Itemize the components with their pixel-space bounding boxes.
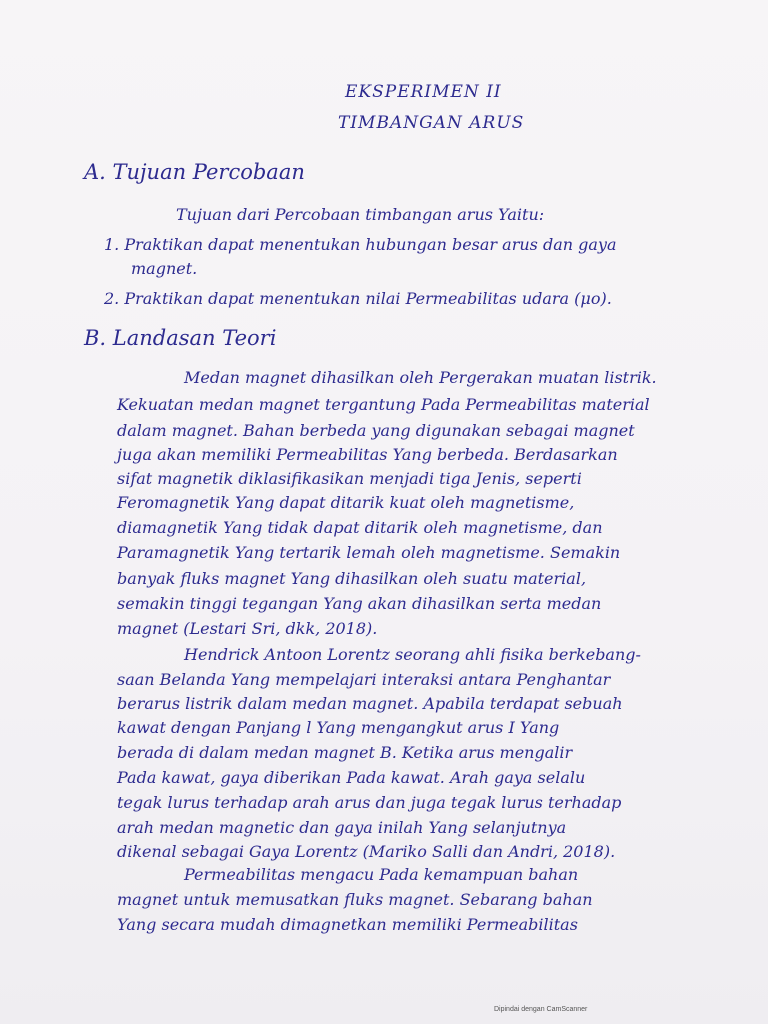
section-b-line: juga akan memiliki Permeabilitas Yang berbeda. Berdasarkan xyxy=(117,445,618,464)
section-b-line: tegak lurus terhadap arah arus dan juga tegak lurus terhadap xyxy=(117,793,622,812)
section-b-line: arah medan magnetic dan gaya inilah Yang selanjutnya xyxy=(117,818,567,837)
section-a-line: magnet. xyxy=(131,259,198,278)
section-b-line: kawat dengan Panjang l Yang mengangkut arus I Yang xyxy=(117,718,560,737)
section-b-line: dikenal sebagai Gaya Lorentz (Mariko Salli dan Andri, 2018). xyxy=(117,842,616,861)
section-b-line: berarus listrik dalam medan magnet. Apabila terdapat sebuah xyxy=(117,694,623,713)
section-b-line: Medan magnet dihasilkan oleh Pergerakan muatan listrik. xyxy=(184,368,657,387)
section-a-line: 1. Praktikan dapat menentukan hubungan besar arus dan gaya xyxy=(104,235,617,254)
scanner-watermark: Dipindai dengan CamScanner xyxy=(494,1006,588,1013)
document-subtitle: TIMBANGAN ARUS xyxy=(338,113,525,133)
section-b-line: magnet (Lestari Sri, dkk, 2018). xyxy=(117,619,378,638)
section-b-line: berada di dalam medan magnet B. Ketika arus mengalir xyxy=(117,743,573,762)
section-b-line: Yang secara mudah dimagnetkan memiliki Permeabilitas xyxy=(117,915,578,934)
section-b-line: semakin tinggi tegangan Yang akan dihasilkan serta medan xyxy=(117,594,602,613)
section-b-line: sifat magnetik diklasifikasikan menjadi tiga Jenis, seperti xyxy=(117,469,582,488)
section-b-line: Paramagnetik Yang tertarik lemah oleh magnetisme. Semakin xyxy=(117,543,621,562)
section-b-line: Hendrick Antoon Lorentz seorang ahli fisika berkebang- xyxy=(184,645,641,664)
section-b-line: saan Belanda Yang mempelajari interaksi antara Penghantar xyxy=(117,670,611,689)
section-a-heading: A. Tujuan Percobaan xyxy=(84,160,305,184)
section-b-line: magnet untuk memusatkan fluks magnet. Sebarang bahan xyxy=(117,890,593,909)
section-b-line: Pada kawat, gaya diberikan Pada kawat. Arah gaya selalu xyxy=(117,768,586,787)
section-b-line: Kekuatan medan magnet tergantung Pada Permeabilitas material xyxy=(117,395,650,414)
section-b-line: Permeabilitas mengacu Pada kemampuan bahan xyxy=(184,865,579,884)
document-title: EKSPERIMEN II xyxy=(345,82,502,102)
section-b-line: banyak fluks magnet Yang dihasilkan oleh suatu material, xyxy=(117,569,587,588)
section-b-line: diamagnetik Yang tidak dapat ditarik oleh magnetisme, dan xyxy=(117,518,603,537)
section-b-line: Feromagnetik Yang dapat ditarik kuat oleh magnetisme, xyxy=(117,493,575,512)
section-a-line: 2. Praktikan dapat menentukan nilai Permeabilitas udara (μo). xyxy=(104,289,612,308)
section-b-heading: B. Landasan Teori xyxy=(84,326,277,350)
section-a-line: Tujuan dari Percobaan timbangan arus Yaitu: xyxy=(176,205,545,224)
section-b-line: dalam magnet. Bahan berbeda yang digunakan sebagai magnet xyxy=(117,421,635,440)
